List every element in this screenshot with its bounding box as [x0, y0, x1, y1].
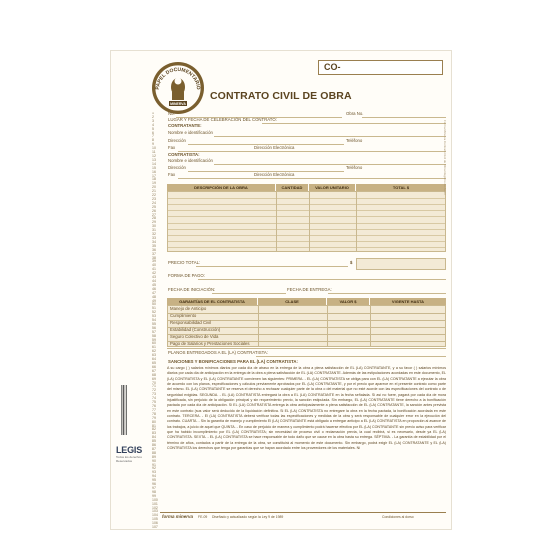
fecha-iniciacion-label: FECHA DE INICIACIÓN: — [168, 287, 216, 292]
guarantee-row-label: Manejo de Anticipo — [170, 306, 207, 311]
sanciones-title: SANCIONES Y BONIFICACIONES PARA EL (LA) CONTRATISTA: — [168, 359, 298, 364]
footer-notes: Diseñado y actualizado según la Ley 9 de 1989 — [212, 515, 284, 519]
legal-clauses-text: A su cargo ( ) salarios mínimos diarios por cada día de atraso en la entrega de la obra a plena satisfacción de EL (LA) CONTRATANTE, y a su favor ( ) salarios mínimos diarios por cada día de anticipación en la entrega de la obra a plena satisfacción de EL (LA) CONTRATANTE. Además de las estipulaciones acordadas en este documento, EL (LA) CONTRATISTA y EL (LA) CONTRATANTE convienen las siguientes: PRIMERA. - EL (LA) CONTRATISTA se obliga para con EL (LA) CONTRATANTE a ejecutar la obra de acuerdo con los planos, especificaciones y cálculos previamente aprobados por EL (LA) CONTRATANTE, y por el precio que aparece en el presente contrato como parte del mismo. EL (LA) CONTRATANTE se reserva el derecho a rechazar cualquier parte de la obra o del material que no esté acorde con las especificaciones del contrato o de seguridad exigidas. SEGUNDA. - EL (LA) CONTRATISTA entregará la obra a EL (LA) CONTRATANTE en la fecha señalada. Si así no fuere, pagará por cada día de mora injustificada, sin perjuicio de la obligación principal y sin requerimiento previo, la sanción estipulada. Sin embargo, EL (LA) CONTRATANTE tiene derecho a la bonificación pactada por cada día de anticipación. Si EL (LA) CONTRATISTA entrega la obra anticipadamente a plena satisfacción de EL (LA) CONTRATANTE, la sanción antes prevista en este contrato (sus valor será deducido de la liquidación definitiva. Si EL (LA) CONTRATISTA no entregare la obra en la fecha pactada, la bonificación acordada en este contrato. TERCERA. - El (LA) CONTRATISTA deberá verificar todas las especificaciones y medidas de la obra y será responsable de cualquier error en la ejecución del contrato. CUARTA. - Sin la garantía de manejo y cumplimiento El (LA) CONTRATANTE está obligado a entregar anticipo a EL (LA) CONTRATISTA en proporción al avance de los trabajos, a juicio de aquel que QUINTA. - En caso de perjuicio de manera y cumplimiento podrá hacerse efectiva por EL (LA) CONTRATANTE sin previo aviso para verificar que ha habido incumplimiento por EL (LA) CONTRATISTA; sin necesidad de proceso civil o reclamación previa, la cual recibirá, si es necesario, desde ya EL (LA) CONTRATISTA. SEXTA. - EL (LA) CONTRATISTA se hace responsable de todo daño que se cause en la obra hasta su entrega. SÉPTIMA. - La garantía de estabilidad por el término de años, contados a partir de la entrega de la obra, se constituirá al momento de este documento. Sin embargo, podrá exigir EL (LA) CONTRATANTE y EL (LA) CONTRATISTA los derechos que tenga por garantías que se hayan acordado entre los proveedores de los materiales. Ni — [167, 366, 446, 451]
precio-total-label: PRECIO TOTAL: — [168, 260, 201, 265]
field-obra-no: Obra No. — [346, 111, 364, 116]
guarantees-header-value: VALOR $ — [327, 298, 369, 305]
guarantee-row-label: Responsabilidad Civil — [170, 320, 212, 325]
field-nombre-2-line[interactable] — [214, 164, 446, 165]
work-table-column-line — [309, 192, 310, 251]
precio-total-box[interactable] — [356, 258, 446, 270]
field-nombre-1-line[interactable] — [214, 136, 446, 137]
guarantee-row-line[interactable] — [167, 313, 446, 314]
guarantee-row-label: Pago de Salarios y Prestaciones Sociales — [170, 341, 250, 346]
footer-form-code: FE-09 — [198, 515, 208, 519]
guarantees-header-class: CLASE — [258, 298, 326, 305]
field-fax-2: Fax — [168, 172, 176, 177]
work-table-column-line — [276, 192, 277, 251]
legis-logo: LEGIS — [116, 445, 143, 455]
fecha-entrega-label: FECHA DE ENTREGA: — [287, 287, 332, 292]
work-table-header-description: DESCRIPCIÓN DE LA OBRA — [167, 184, 275, 191]
work-table-column-line — [356, 192, 357, 251]
field-telefono-2: Teléfono — [346, 165, 363, 170]
field-lugar-fecha-line[interactable] — [262, 123, 446, 124]
forma-pago-label: FORMA DE PAGO: — [168, 273, 205, 278]
work-table-header-unit-value: VALOR UNITARIO — [309, 184, 355, 191]
planos-line[interactable] — [256, 356, 446, 357]
guarantee-row-label: Estabilidad (Construcción) — [170, 327, 221, 332]
line-numbers: 1 2 3 4 5 6 7 8 9 10 11 12 13 14 15 16 17 18 19 20 21 22 23 24 25 26 27 28 29 30 31 32 33 34 35 36 37 38 39 40 41 42 43 44 45 46 47 48 49 50 51 52 53 54 55 56 57 58 59 60 61 62 63 64 65 66 67 68 69 70 71 72 73 74 75 76 77 78 79 80 81 82 83 84 85 86 87 88 89 90 91 92 93 94 95 96 97 98 99 100 101 102 103 104 105 106 107 — [152, 112, 158, 530]
field-contratista: CONTRATISTA: — [168, 152, 200, 157]
guarantees-header-valid-until: VIGENTE HASTA — [370, 298, 446, 305]
work-table-row-line — [168, 247, 445, 248]
field-obra-no-line[interactable] — [362, 117, 446, 118]
field-nombre-2: Nombre e identificación — [168, 158, 213, 163]
work-table-header-quantity: CANTIDAD — [276, 184, 308, 191]
guarantee-row-line[interactable] — [167, 348, 446, 349]
contract-sheet — [110, 50, 452, 530]
field-lugar-fecha: LUGAR Y FECHA DE CELEBRACIÓN DEL CONTRATO: — [168, 117, 277, 122]
seal-top-text: PAPEL DOCUMENTARIO — [154, 66, 202, 91]
footer-brand: forma minerva — [162, 514, 194, 519]
field-email-2: Dirección Electrónica — [254, 172, 295, 177]
field-fax-2-line[interactable] — [178, 178, 446, 179]
field-nombre-1: Nombre e identificación — [168, 130, 213, 135]
fecha-entrega-line[interactable] — [328, 293, 446, 294]
work-table-row-line — [168, 241, 445, 242]
work-table-row-line — [168, 216, 445, 217]
seal-bottom-text: MINERVA — [170, 102, 186, 106]
guarantee-row-label: Seguro Colectivo de Vida — [170, 334, 219, 339]
work-table-header-total: TOTAL $ — [356, 184, 446, 191]
fecha-iniciacion-line[interactable] — [212, 293, 286, 294]
guarantee-column-line — [327, 305, 328, 347]
field-fax-1-line[interactable] — [178, 151, 446, 152]
field-email-1: Dirección Electrónica — [254, 145, 295, 150]
footer-strip — [160, 512, 446, 522]
minerva-seal-icon — [150, 60, 206, 116]
contract-code-prefix: CO- — [324, 62, 341, 72]
right-margin-text: Forma Minerva Contrato Civil de Obra Registro de Autor — [443, 120, 447, 195]
work-table-row-line — [168, 210, 445, 211]
legis-rights: Todos los derechos Reservados — [116, 455, 142, 463]
work-table-row-line — [168, 229, 445, 230]
precio-total-line[interactable] — [196, 266, 348, 267]
field-direccion-1: Dirección — [168, 138, 186, 143]
field-direccion-2: Dirección — [168, 165, 186, 170]
work-table-row-line — [168, 198, 445, 199]
field-fax-1: Fax — [168, 145, 176, 150]
guarantee-column-line — [258, 305, 259, 347]
guarantee-row-label: Cumplimiento — [170, 313, 197, 318]
currency-sign: $ — [350, 260, 353, 265]
field-telefono-1: Teléfono — [346, 138, 363, 143]
field-no: No. — [168, 111, 175, 116]
barcode-icon — [120, 385, 128, 435]
document-title: CONTRATO CIVIL DE OBRA — [210, 90, 352, 102]
work-table-body[interactable] — [167, 191, 446, 252]
forma-pago-line[interactable] — [198, 279, 446, 280]
footer-conditions: Condiciones al dorso — [382, 515, 414, 519]
planos-label: PLANOS ENTREGADOS A EL (LA) CONTRATISTA: — [168, 350, 268, 355]
contract-code-field[interactable] — [318, 60, 443, 75]
work-table-row-line — [168, 223, 445, 224]
guarantee-column-line — [370, 305, 371, 347]
work-table-row-line — [168, 204, 445, 205]
guarantees-header-name: GARANTÍAS DE EL CONTRATISTA — [167, 298, 257, 305]
work-table-row-line — [168, 235, 445, 236]
field-contratante: CONTRATANTE: — [168, 123, 202, 128]
